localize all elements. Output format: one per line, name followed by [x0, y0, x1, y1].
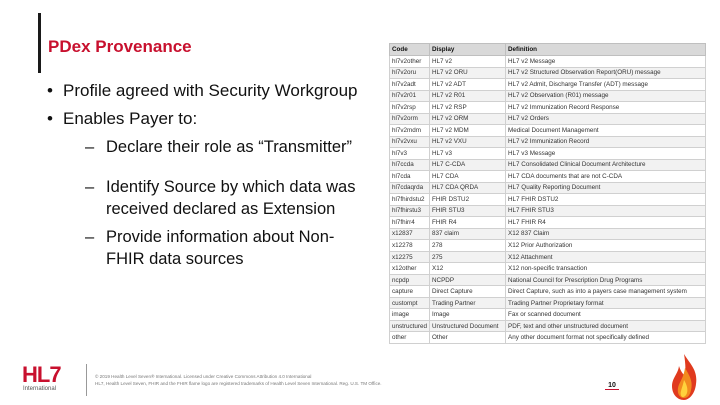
sub-bullet-item: – Provide information about Non-FHIR data sources: [85, 228, 335, 268]
table-row: [390, 136, 706, 148]
cell-definition: HL7 v2 Immunization Record: [506, 136, 706, 148]
cell-code: hl7v3: [390, 148, 430, 160]
footer-divider: [86, 364, 87, 396]
cell-definition: National Council for Prescription Drug Programs: [506, 274, 706, 286]
cell-code: hl7cdaqrda: [390, 182, 430, 194]
cell-display: 278: [430, 240, 506, 252]
table-row: [390, 90, 706, 102]
table-row: [390, 205, 706, 217]
table-body: [390, 56, 706, 344]
copyright-notice: [95, 373, 425, 387]
table-row: [390, 263, 706, 275]
cell-display: Image: [430, 309, 506, 321]
page-number: 10: [605, 382, 619, 390]
cell-definition: HL7 v2 Message: [506, 56, 706, 68]
code-table: [389, 43, 706, 344]
table-row: [390, 309, 706, 321]
table-row: [390, 274, 706, 286]
column-header-code: Code: [390, 44, 430, 56]
cell-code: x12278: [390, 240, 430, 252]
cell-code: x12275: [390, 251, 430, 263]
cell-code: hl7v2orm: [390, 113, 430, 125]
cell-definition: X12 Attachment: [506, 251, 706, 263]
sub-bullet-item: – Declare their role as “Transmitter”: [85, 138, 353, 156]
bullet-list: [45, 80, 365, 274]
table-row: [390, 332, 706, 344]
cell-display: HL7 CDA QRDA: [430, 182, 506, 194]
sub-bullet-text: Declare their role as “Transmitter”: [106, 138, 353, 156]
cell-definition: Direct Capture, such as into a payers case management system: [506, 286, 706, 298]
cell-code: hl7v2vxu: [390, 136, 430, 148]
cell-definition: X12 837 Claim: [506, 228, 706, 240]
title-accent-bar: [38, 13, 41, 73]
cell-display: Other: [430, 332, 506, 344]
logo-text: HL7: [22, 362, 61, 387]
cell-code: hl7fhirr4: [390, 217, 430, 229]
copyright-line: HL7, Health Level Seven, FHIR and the FHIR flame logo are registered trademarks of Health Level Seven International. Reg. U.S. TM Office.: [95, 381, 382, 386]
cell-display: Trading Partner: [430, 297, 506, 309]
code-table-container: [389, 43, 706, 344]
table-row: [390, 286, 706, 298]
column-header-definition: Definition: [506, 44, 706, 56]
sub-bullet-item: – Identify Source by which data was received declared as Extension: [85, 178, 356, 218]
table-row: [390, 102, 706, 114]
table-row: [390, 125, 706, 137]
cell-code: custompt: [390, 297, 430, 309]
table-row: [390, 113, 706, 125]
copyright-line: © 2019 Health Level Seven® International. Licensed under Creative Commons Attribution 4.0 International: [95, 374, 312, 379]
cell-display: HL7 CDA: [430, 171, 506, 183]
cell-display: 275: [430, 251, 506, 263]
cell-code: capture: [390, 286, 430, 298]
table-row: [390, 56, 706, 68]
cell-definition: Fax or scanned document: [506, 309, 706, 321]
table-row: [390, 148, 706, 160]
cell-display: HL7 v2 ADT: [430, 79, 506, 91]
cell-definition: HL7 v2 Orders: [506, 113, 706, 125]
cell-definition: HL7 v3 Message: [506, 148, 706, 160]
cell-code: hl7fhirdstu2: [390, 194, 430, 206]
cell-display: HL7 v2 ORU: [430, 67, 506, 79]
cell-definition: Trading Partner Proprietary format: [506, 297, 706, 309]
cell-code: hl7cda: [390, 171, 430, 183]
bullet-item: • Enables Payer to:: [45, 108, 365, 130]
table-row: [390, 182, 706, 194]
cell-display: HL7 v2 ORM: [430, 113, 506, 125]
cell-display: FHIR R4: [430, 217, 506, 229]
logo-subtext: International: [23, 386, 57, 392]
hl7-logo: [22, 362, 82, 398]
slide-title: PDex Provenance: [48, 37, 192, 56]
cell-code: ncpdp: [390, 274, 430, 286]
cell-code: hl7v2adt: [390, 79, 430, 91]
table-row: [390, 79, 706, 91]
cell-code: unstructured: [390, 320, 430, 332]
cell-definition: PDF, text and other unstructured document: [506, 320, 706, 332]
table-row: [390, 251, 706, 263]
table-row: [390, 297, 706, 309]
cell-display: NCPDP: [430, 274, 506, 286]
cell-definition: X12 non-specific transaction: [506, 263, 706, 275]
fhir-flame-icon: [664, 352, 704, 402]
cell-display: HL7 C-CDA: [430, 159, 506, 171]
cell-display: HL7 v2 R01: [430, 90, 506, 102]
cell-code: hl7v2rsp: [390, 102, 430, 114]
cell-code: hl7v2oru: [390, 67, 430, 79]
cell-display: HL7 v2 MDM: [430, 125, 506, 137]
table-row: [390, 67, 706, 79]
cell-display: FHIR DSTU2: [430, 194, 506, 206]
table-row: [390, 194, 706, 206]
table-row: [390, 240, 706, 252]
cell-code: hl7v2mdm: [390, 125, 430, 137]
cell-display: HL7 v2 RSP: [430, 102, 506, 114]
table-row: [390, 217, 706, 229]
sub-bullet-text: Provide information about Non-FHIR data sources: [106, 228, 335, 268]
table-row: [390, 159, 706, 171]
cell-definition: HL7 FHIR DSTU2: [506, 194, 706, 206]
bullet-item: • Profile agreed with Security Workgroup: [45, 80, 365, 102]
cell-code: other: [390, 332, 430, 344]
cell-display: FHIR STU3: [430, 205, 506, 217]
cell-definition: HL7 Quality Reporting Document: [506, 182, 706, 194]
table-row: [390, 320, 706, 332]
cell-code: hl7v2other: [390, 56, 430, 68]
table-row: [390, 171, 706, 183]
cell-display: HL7 v2: [430, 56, 506, 68]
cell-display: 837 claim: [430, 228, 506, 240]
cell-definition: HL7 v2 Structured Observation Report(ORU) message: [506, 67, 706, 79]
cell-definition: Any other document format not specifically defined: [506, 332, 706, 344]
cell-code: x12other: [390, 263, 430, 275]
cell-display: HL7 v2 VXU: [430, 136, 506, 148]
cell-code: image: [390, 309, 430, 321]
cell-definition: HL7 CDA documents that are not C-CDA: [506, 171, 706, 183]
cell-display: Unstructured Document: [430, 320, 506, 332]
cell-display: HL7 v3: [430, 148, 506, 160]
sub-bullet-text: Identify Source by which data was received declared as Extension: [106, 178, 356, 218]
cell-definition: HL7 v2 Admit, Discharge Transfer (ADT) message: [506, 79, 706, 91]
cell-code: hl7v2r01: [390, 90, 430, 102]
cell-code: hl7ccda: [390, 159, 430, 171]
cell-definition: HL7 v2 Observation (R01) message: [506, 90, 706, 102]
cell-definition: Medical Document Management: [506, 125, 706, 137]
cell-definition: HL7 FHIR STU3: [506, 205, 706, 217]
cell-code: hl7fhirstu3: [390, 205, 430, 217]
cell-definition: HL7 v2 Immunization Record Response: [506, 102, 706, 114]
table-header-row: [390, 44, 706, 56]
cell-code: x12837: [390, 228, 430, 240]
cell-definition: X12 Prior Authorization: [506, 240, 706, 252]
cell-definition: HL7 FHIR R4: [506, 217, 706, 229]
cell-display: X12: [430, 263, 506, 275]
column-header-display: Display: [430, 44, 506, 56]
table-row: [390, 228, 706, 240]
cell-definition: HL7 Consolidated Clinical Document Architecture: [506, 159, 706, 171]
cell-display: Direct Capture: [430, 286, 506, 298]
